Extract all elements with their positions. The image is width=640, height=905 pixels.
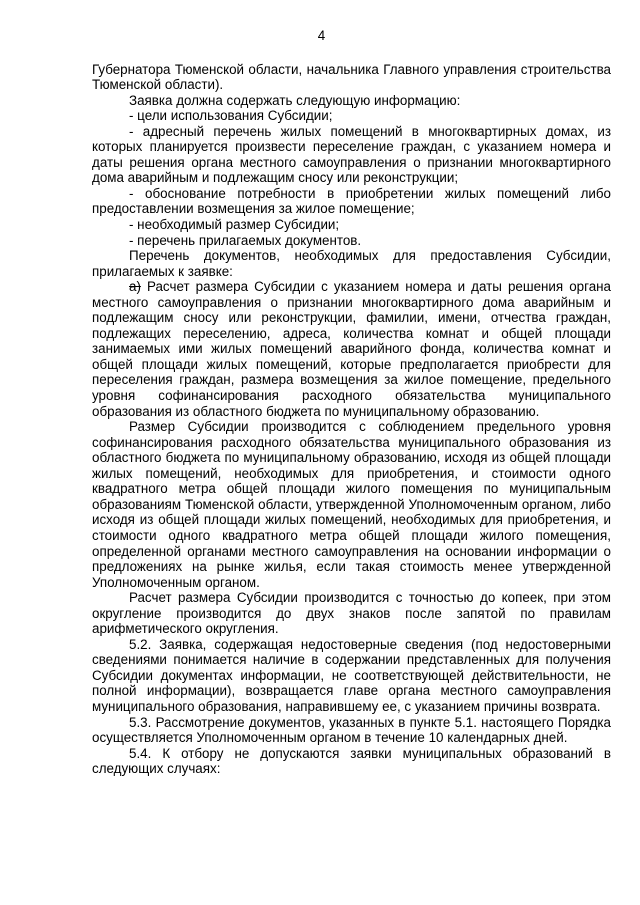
paragraph-5-4: 5.4. К отбору не допускаются заявки муниципальных образований в следующих случаях: [92, 745, 611, 777]
paragraph-2: Заявка должна содержать следующую информацию: [129, 92, 461, 108]
struck-prefix: а) [129, 279, 141, 295]
paragraph-rounding: Расчет размера Субсидии производится с точностью до копеек, при этом округление производится до двух знаков после запятой по правилам арифметического округления. [92, 590, 611, 637]
paragraph-1: Губернатора Тюменской области, начальника Главного управления строительства Тюменской области). [92, 61, 611, 93]
paragraph-documents-list: Перечень документов, необходимых для предоставления Субсидии, прилагаемых к заявке: [92, 248, 611, 279]
list-item-justification: - обоснование потребности в приобретении жилых помещений либо предоставлении возмещения за жилое помещение; [92, 185, 611, 217]
paragraph-5-2: 5.2. Заявка, содержащая недостоверные сведения (под недостоверными сведениями понимается наличие в содержании представленных для получения Субсидии документах информации, не соответствующей действительности, не полной информации), возвращается главе органа местного самоуправления муниципального образования, направившему ее, с указанием причины возврата. [92, 636, 611, 714]
page-number: 4 [317, 28, 326, 43]
paragraph-calculation [92, 279, 611, 419]
paragraph-subsidy-size: Размер Субсидии производится с соблюдением предельного уровня софинансирования расходного обязательства муниципального образования из областного бюджета по муниципальному образованию, исходя из общей площади жилых помещений, необходимых для приобретения, и стоимости одного квадратного метра общей площади жилого помещения по муниципальным образованиям Тюменской области, утвержденной Уполномоченным органом, либо исходя из общей площади жилых помещений, необходимых для приобретения, и стоимости одного квадратного метра общей площади жилого помещения, определенной органами местного самоуправления на основании информации о предложениях на рынке жилья, если такая стоимость менее утвержденной Уполномоченным органом. [92, 419, 611, 590]
paragraph-5-3: 5.3. Рассмотрение документов, указанных в пункте 5.1. настоящего Порядка осуществляется Уполномоченным органом в течение 10 календарных дней. [92, 714, 611, 746]
list-item-attached-docs: - перечень прилагаемых документов. [129, 232, 362, 248]
list-item-address-list: - адресный перечень жилых помещений в многоквартирных домах, из которых планируется произвести переселение граждан, с указанием номера и даты решения органа местного самоуправления о признании многоквартирного дома аварийным и подлежащим сносу или реконструкции; [92, 123, 611, 186]
paragraph-calculation-text: Расчет размера Субсидии с указанием номера и даты решения органа местного самоуправления о признании многоквартирного дома аварийным и подлежащим сносу или реконструкции, фамилии, имени, отчества граждан, подлежащих переселению, адреса, количества комнат и общей площади занимаемых ими жилых помещений аварийного фонда, количества комнат и общей площади жилых помещений, которые предполагается приобрести для переселения граждан, размера возмещения за жилое помещение, предельного уровня софинансирования расходного обязательства муниципального образования из областного бюджета по муниципальному образованию. [92, 279, 611, 419]
list-item-goals: - цели использования Субсидии; [129, 108, 333, 124]
list-item-subsidy-size: - необходимый размер Субсидии; [129, 217, 340, 233]
